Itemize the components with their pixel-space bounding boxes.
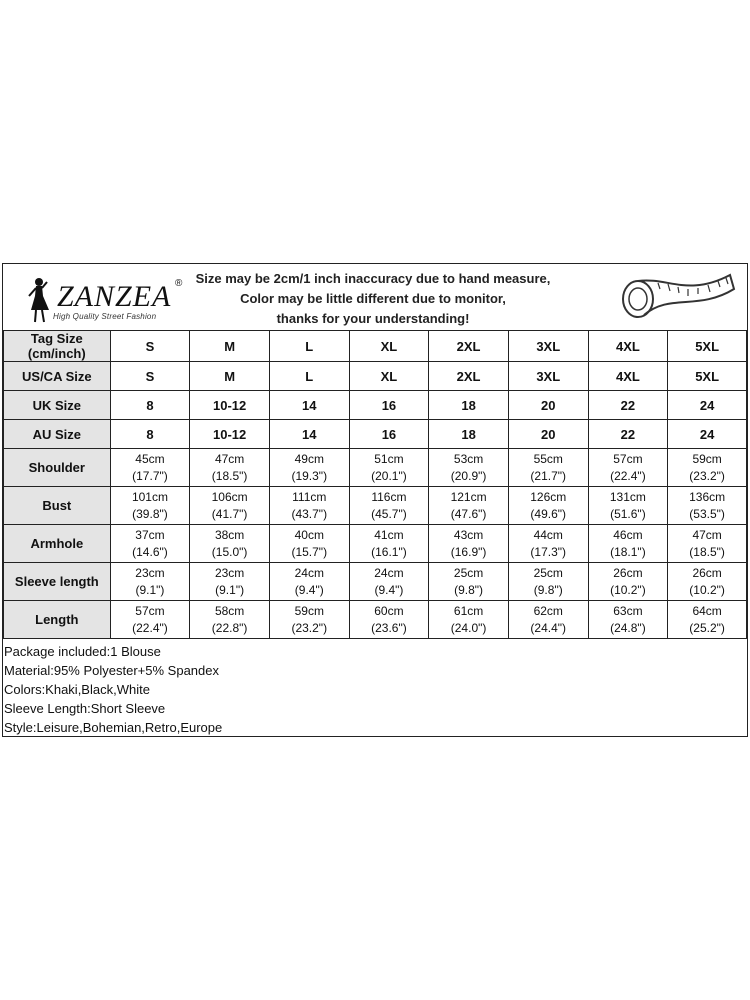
measurement-cell [508, 487, 588, 525]
size-cell: 18 [429, 391, 509, 420]
cm-value: 121cm [450, 489, 487, 504]
cm-value: 57cm [135, 603, 165, 618]
size-cell: 2XL [429, 362, 509, 391]
inch-value: (45.7") [371, 506, 407, 521]
measurement-row [4, 487, 747, 525]
inch-value: (16.9") [450, 544, 487, 559]
size-row [4, 331, 747, 362]
measurement-cell [508, 601, 588, 639]
cm-value: 53cm [453, 451, 484, 466]
inch-value: (39.8") [132, 506, 168, 521]
measurement-cell [110, 563, 190, 601]
inch-value: (23.2") [689, 468, 725, 483]
cm-value: 25cm [533, 565, 563, 580]
measurement-cell [349, 487, 429, 525]
measurement-cell [190, 525, 270, 563]
measurement-cell [429, 601, 509, 639]
size-cell: 5XL [668, 362, 747, 391]
cm-value: 44cm [533, 527, 563, 542]
inch-value: (51.6") [610, 506, 646, 521]
measurement-cell [588, 449, 668, 487]
measurement-cell [429, 525, 509, 563]
inch-value: (24.8") [610, 620, 646, 635]
cm-value: 47cm [692, 527, 722, 542]
measurement-cell [349, 601, 429, 639]
measurement-cell [508, 525, 588, 563]
chart-header [3, 264, 747, 331]
inch-value: (41.7") [211, 506, 248, 521]
cm-value: 23cm [214, 565, 245, 580]
size-cell: 2XL [429, 331, 509, 362]
size-cell: XL [349, 331, 429, 362]
size-cell: 20 [508, 391, 588, 420]
inch-value: (9.8") [454, 582, 484, 597]
brand-tagline: High Quality Street Fashion [53, 312, 157, 321]
cm-value: 60cm [374, 603, 404, 618]
inch-value: (18.5") [211, 468, 248, 483]
size-cell: L [269, 331, 349, 362]
size-cell: XL [349, 362, 429, 391]
inch-value: (16.1") [371, 544, 407, 559]
row-header: Length [4, 601, 111, 639]
measurement-cell [269, 487, 349, 525]
measurement-cell [269, 563, 349, 601]
cm-value: 24cm [374, 565, 404, 580]
inch-value: (10.2") [610, 582, 646, 597]
inch-value: (19.3") [291, 468, 328, 483]
measurement-cell [269, 449, 349, 487]
cm-value: 25cm [453, 565, 484, 580]
size-cell: 4XL [588, 362, 668, 391]
detail-style: Style:Leisure,Bohemian,Retro,Europe [4, 720, 223, 735]
cm-value: 37cm [135, 527, 165, 542]
cm-value: 101cm [131, 489, 168, 504]
cm-value: 136cm [689, 489, 726, 504]
inch-value: (9.1") [215, 582, 245, 597]
measurement-cell [190, 601, 270, 639]
cm-value: 38cm [214, 527, 245, 542]
inch-value: (20.9") [450, 468, 487, 483]
cm-value: 43cm [453, 527, 484, 542]
row-header: AU Size [4, 420, 111, 449]
size-row [4, 391, 747, 420]
measurement-cell [190, 563, 270, 601]
measurement-cell [110, 601, 190, 639]
inch-value: (15.7") [291, 544, 328, 559]
size-cell: 3XL [508, 362, 588, 391]
measurement-cell [110, 449, 190, 487]
measurement-cell [429, 563, 509, 601]
measuring-tape-icon [618, 267, 738, 329]
cm-value: 59cm [294, 603, 324, 618]
measurement-row [4, 601, 747, 639]
measurement-cell [269, 601, 349, 639]
size-cell: 8 [110, 420, 190, 449]
size-cell: 22 [588, 420, 668, 449]
inch-value: (17.3") [530, 544, 567, 559]
size-row [4, 362, 747, 391]
cm-value: 64cm [692, 603, 722, 618]
size-chart-sheet [2, 263, 748, 737]
note-line: Size may be 2cm/1 inch inaccuracy due to hand measure, [195, 271, 551, 286]
measurement-cell [349, 563, 429, 601]
inch-value: (18.5") [689, 544, 725, 559]
measurement-cell [110, 487, 190, 525]
inch-value: (43.7") [291, 506, 328, 521]
measurement-notes [193, 269, 553, 329]
cm-value: 55cm [533, 451, 563, 466]
size-cell: M [190, 362, 270, 391]
measurement-cell [668, 487, 747, 525]
measurement-cell [190, 487, 270, 525]
size-row [4, 420, 747, 449]
cm-value: 106cm [211, 489, 248, 504]
size-cell: 24 [668, 391, 747, 420]
detail-material: Material:95% Polyester+5% Spandex [4, 663, 219, 678]
size-cell: 14 [269, 391, 349, 420]
brand-logo [23, 274, 183, 324]
brand-name: ZANZEA [57, 280, 172, 313]
inch-value: (14.6") [132, 544, 168, 559]
product-details [3, 642, 747, 737]
detail-sleeve-length: Sleeve Length:Short Sleeve [4, 701, 166, 716]
cm-value: 46cm [613, 527, 643, 542]
measurement-cell [349, 449, 429, 487]
cm-value: 23cm [135, 565, 165, 580]
measurement-cell [110, 525, 190, 563]
inch-value: (49.6") [530, 506, 567, 521]
inch-value: (22.8") [211, 620, 248, 635]
cm-value: 131cm [609, 489, 646, 504]
size-cell: 24 [668, 420, 747, 449]
measurement-cell [588, 487, 668, 525]
cm-value: 49cm [294, 451, 324, 466]
cm-value: 45cm [135, 451, 165, 466]
size-cell: 4XL [588, 331, 668, 362]
row-header: Sleeve length [4, 563, 111, 601]
inch-value: (9.8") [533, 582, 563, 597]
inch-value: (22.4") [610, 468, 646, 483]
size-cell: 8 [110, 391, 190, 420]
inch-value: (53.5") [689, 506, 725, 521]
row-header: UK Size [4, 391, 111, 420]
measurement-cell [349, 525, 429, 563]
inch-value: (20.1") [371, 468, 407, 483]
measurement-row [4, 449, 747, 487]
inch-value: (24.4") [530, 620, 567, 635]
row-header: Shoulder [4, 449, 111, 487]
note-line: Color may be little different due to monitor, [240, 291, 506, 306]
size-cell: S [110, 331, 190, 362]
row-header: Armhole [4, 525, 111, 563]
measurement-cell [668, 449, 747, 487]
inch-value: (23.6") [371, 620, 407, 635]
cm-value: 111cm [292, 489, 327, 504]
size-cell: 16 [349, 391, 429, 420]
cm-value: 24cm [294, 565, 324, 580]
inch-value: (18.1") [610, 544, 646, 559]
size-cell: S [110, 362, 190, 391]
cm-value: 26cm [613, 565, 643, 580]
inch-value: (15.0") [211, 544, 248, 559]
cm-value: 61cm [453, 603, 484, 618]
measurement-cell [668, 525, 747, 563]
inch-value: (47.6") [450, 506, 487, 521]
size-cell: 22 [588, 391, 668, 420]
measurement-cell [668, 601, 747, 639]
measurement-cell [190, 449, 270, 487]
measurement-cell [588, 601, 668, 639]
inch-value: (23.2") [291, 620, 328, 635]
inch-value: (25.2") [689, 620, 725, 635]
measurement-cell [429, 487, 509, 525]
inch-value: (10.2") [689, 582, 725, 597]
measurement-cell [668, 563, 747, 601]
cm-value: 47cm [214, 451, 245, 466]
inch-value: (9.4") [294, 582, 324, 597]
inch-value: (24.0") [450, 620, 487, 635]
registered-mark: ® [175, 278, 183, 289]
cm-value: 63cm [613, 603, 643, 618]
cm-value: 41cm [374, 527, 404, 542]
size-cell: M [190, 331, 270, 362]
size-cell: 14 [269, 420, 349, 449]
cm-value: 59cm [692, 451, 722, 466]
size-cell: 5XL [668, 331, 747, 362]
row-header: US/CA Size [4, 362, 111, 391]
measurement-row [4, 563, 747, 601]
measurement-cell [508, 449, 588, 487]
row-header: Bust [4, 487, 111, 525]
size-cell: L [269, 362, 349, 391]
size-cell: 16 [349, 420, 429, 449]
measurement-cell [269, 525, 349, 563]
cm-value: 51cm [374, 451, 404, 466]
cm-value: 58cm [214, 603, 245, 618]
cm-value: 116cm [371, 489, 407, 504]
size-table [3, 330, 747, 639]
measurement-cell [588, 525, 668, 563]
detail-colors: Colors:Khaki,Black,White [4, 682, 150, 697]
woman-silhouette-icon [23, 276, 53, 324]
inch-value: (22.4") [132, 620, 168, 635]
size-cell: 10-12 [190, 420, 270, 449]
measurement-cell [588, 563, 668, 601]
measurement-cell [429, 449, 509, 487]
size-cell: 18 [429, 420, 509, 449]
cm-value: 126cm [530, 489, 567, 504]
inch-value: (9.4") [374, 582, 404, 597]
cm-value: 62cm [533, 603, 563, 618]
inch-value: (17.7") [132, 468, 168, 483]
cm-value: 40cm [294, 527, 324, 542]
row-header: Tag Size (cm/inch) [4, 331, 111, 362]
inch-value: (21.7") [530, 468, 567, 483]
measurement-row [4, 525, 747, 563]
size-cell: 10-12 [190, 391, 270, 420]
note-line: thanks for your understanding! [276, 311, 470, 326]
detail-package: Package included:1 Blouse [4, 644, 161, 659]
measurement-cell [508, 563, 588, 601]
size-cell: 3XL [508, 331, 588, 362]
cm-value: 57cm [613, 451, 643, 466]
cm-value: 26cm [692, 565, 722, 580]
size-cell: 20 [508, 420, 588, 449]
inch-value: (9.1") [135, 582, 165, 597]
